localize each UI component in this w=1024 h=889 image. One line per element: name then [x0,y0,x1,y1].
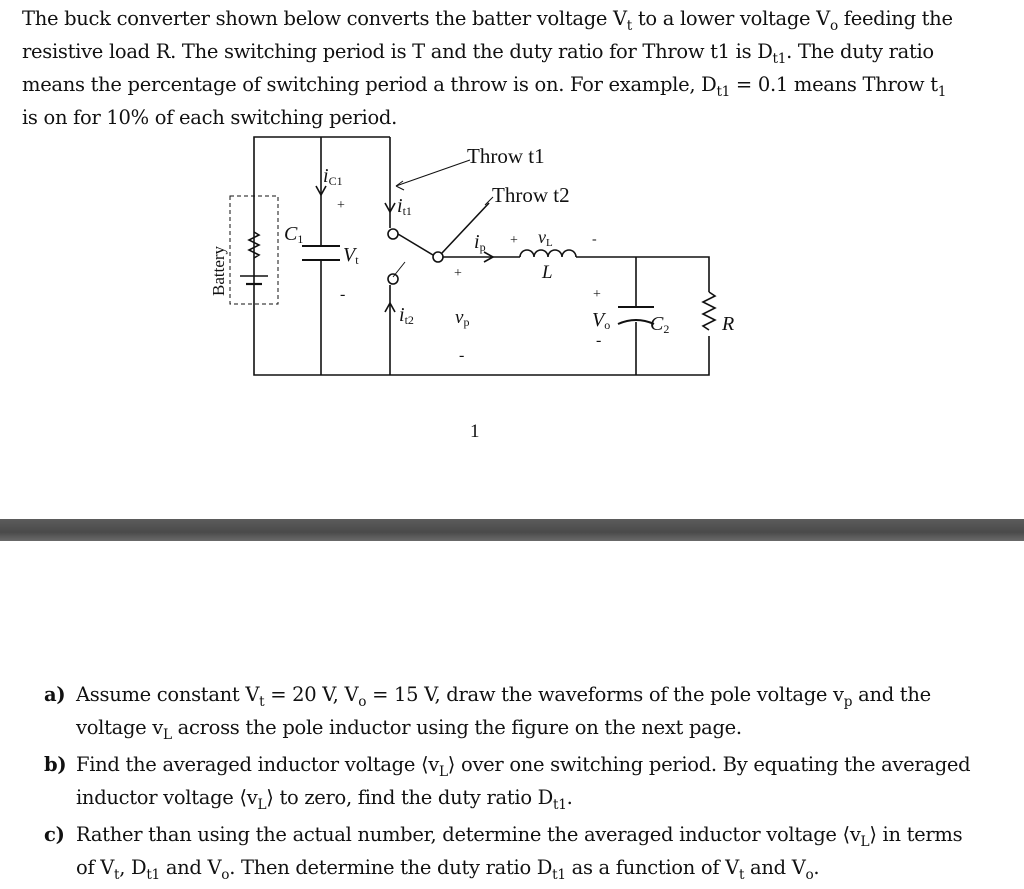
intro-line-1: The buck converter shown below converts the batter voltage $V_t$ to a lower voltage $V_o$ feeding the [22,7,953,34]
page-separator [0,519,1024,541]
r-label: R [722,313,735,335]
throw-t1-pointer [396,160,470,186]
vp-plus: + [454,266,462,281]
throw-t2-pointer [393,262,405,277]
throw-t2-contact [388,274,398,284]
vt-minus: - [340,286,346,303]
it1-label: it1 [397,195,412,218]
intro-line-3: means the percentage of switching period a throw is on. For example, $D_{t1} = 0.1$ means Throw $t_1$ [22,72,947,100]
vl-plus: + [510,233,518,248]
throw-t1-label: Throw t1 [467,144,545,168]
vo-label: Vo [592,309,611,332]
battery-label: Battery [209,245,228,296]
vl-label: vL [538,227,553,249]
vt-label: Vt [343,244,359,267]
question-b: b) Find the averaged inductor voltage $⟨v_L⟩$ over one switching period. By equating the averaged inductor voltage $⟨v_L⟩$ to zero, find the duty ratio $D_{t1}$. [44,753,971,813]
it2-label: it2 [399,304,414,327]
question-b-label: b) [44,753,67,776]
intro-line-4: is on for 10% of each switching period. [22,105,397,129]
intro-line-2: resistive load R. The switching period is T and the duty ratio for Throw t1 is $D_{t1}$. The duty ratio [22,39,934,67]
question-a-label: a) [44,683,66,706]
inductor [520,250,576,257]
question-c: c) Rather than using the actual number, determine the averaged inductor voltage $⟨v_L⟩$ in terms of $V_t$, $D_{t1}$ and $V_o$. Then determine the duty ratio $D_{t1}$ as a function of $V_t$ and $V_o$. [44,823,963,883]
ic1-label: iC1 [323,165,343,188]
question-a: a) Assume constant $V_t = 20$ V, $V_o = 15$ V, draw the waveforms of the pole voltage $v_p$ and the voltage $v_L$ across the pole inductor using the figure on the next page. [44,683,931,743]
page-number: 1 [470,421,480,442]
vp-minus: - [459,347,465,364]
wire-left-loop [254,137,636,375]
question-c-label: c) [44,823,65,846]
vl-minus: - [592,232,597,247]
vp-label: vp [455,307,470,329]
vo-plus: + [593,287,601,302]
c2-label: C2 [650,313,670,336]
throw-t2-label: Throw t2 [492,183,570,207]
ic1-plus: + [337,198,345,213]
resistor [703,292,715,330]
ip-label: ip [474,231,486,254]
pole-contact [433,252,443,262]
c1-label: C1 [284,223,304,246]
throw-t1-contact [388,229,398,239]
vo-minus: - [596,332,602,349]
l-label: L [542,262,553,283]
